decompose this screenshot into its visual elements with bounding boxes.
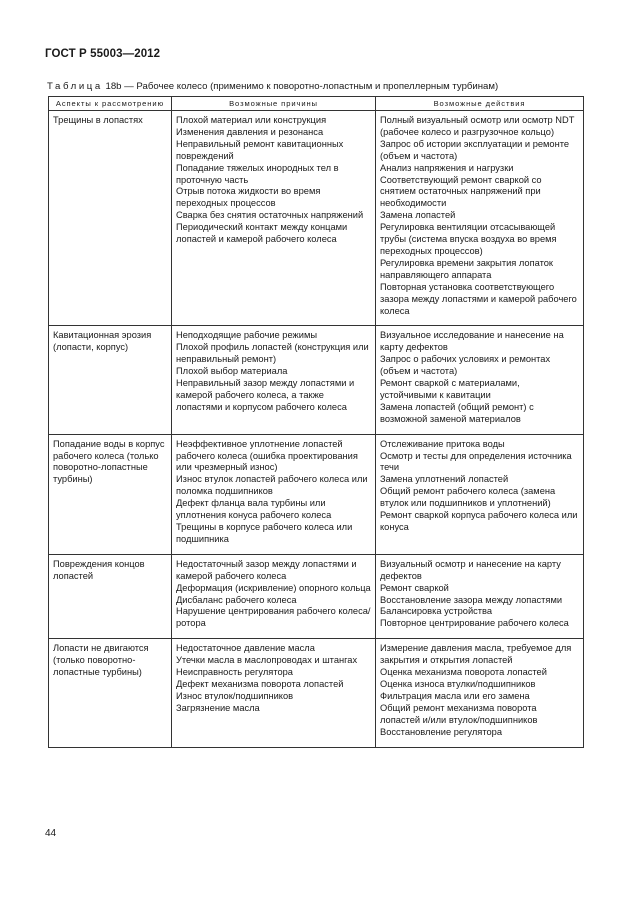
aspect-cell: [49, 111, 172, 326]
aspect-cell: [49, 434, 172, 554]
actions-cell: [376, 326, 584, 434]
cause-item: Неэффективное уплотнение лопастей рабочего колеса (ошибка проектирования или чрезмерный износ): [176, 438, 358, 473]
cause-item: Сварка без снятия остаточных напряжений: [176, 210, 364, 221]
action-item: Регулировка времени закрытия лопаток направляющего аппарата: [380, 257, 553, 280]
action-item: Замена лопастей (общий ремонт) с возможной заменой материалов: [380, 401, 534, 424]
action-item: Ремонт сваркой корпуса рабочего колеса или конуса: [380, 510, 578, 532]
action-item: Отслеживание притока воды: [380, 438, 505, 449]
actions-cell: [376, 111, 584, 326]
table-row: [49, 434, 584, 554]
column-header-actions: Возможные действия: [376, 97, 584, 111]
causes-cell: [172, 434, 376, 554]
action-item: Повторное центрирование рабочего колеса: [380, 618, 569, 629]
table-caption-title: 18b — Рабочее колесо (применимо к поворотно-лопастным и пропеллерным турбинам): [105, 81, 499, 92]
cause-item: Утечки масла в маслопроводах и штангах: [176, 655, 358, 666]
action-item: Восстановление зазора между лопастями: [380, 594, 563, 605]
table-row: [49, 639, 584, 747]
action-item: Восстановление регулятора: [380, 726, 502, 737]
cause-item: Износ втулок лопастей рабочего колеса или поломка подшипников: [176, 474, 368, 497]
cause-item: Плохой материал или конструкция: [176, 115, 327, 125]
action-item: Запрос о рабочих условиях и ремонтах (объем и частота): [380, 354, 551, 377]
action-item: Ремонт сваркой с материалами, устойчивыми к кавитации: [380, 378, 520, 400]
aspect-cell: [49, 554, 172, 638]
causes-cell: [172, 554, 376, 638]
actions-cell: [376, 554, 584, 638]
aspect-text: Попадание воды в корпус рабочего колеса (только поворотно-лопастные турбины): [53, 438, 165, 485]
action-item: Замена уплотнений лопастей: [380, 474, 509, 485]
cause-item: Дисбаланс рабочего колеса: [176, 594, 297, 605]
table-row: [49, 111, 584, 326]
aspect-cell: [49, 639, 172, 747]
action-item: Балансировка устройства: [380, 606, 493, 617]
actions-cell: [376, 639, 584, 747]
action-item: Регулировка вентиляции отсасывающей трубы (система впуска воздуха во время переходных процессов): [380, 222, 557, 256]
aspect-text: Повреждения концов лопастей: [53, 558, 145, 581]
table-header-row: [49, 97, 584, 111]
aspect-text: Трещины в лопастях: [53, 115, 143, 125]
cause-item: Износ втулок/подшипников: [176, 690, 294, 701]
aspect-text: Кавитационная эрозия (лопасти, корпус): [53, 330, 152, 353]
column-header-aspects: Аспекты к рассмотрению: [49, 97, 172, 111]
cause-item: Дефект фланца вала турбины или уплотнения конуса рабочего колеса: [176, 498, 332, 521]
action-item: Замена лопастей: [380, 210, 456, 221]
table-row: [49, 326, 584, 434]
causes-cell: [172, 111, 376, 326]
cause-item: Неправильный ремонт кавитационных повреждений: [176, 138, 344, 161]
action-item: Соответствующий ремонт сваркой со снятием остаточных напряжений при необходимости: [380, 174, 542, 209]
standard-designation: ГОСТ Р 55003—2012: [45, 48, 161, 60]
action-item: Визуальное исследование и нанесение на карту дефектов: [380, 330, 564, 353]
causes-cell: [172, 639, 376, 747]
cause-item: Загрязнение масла: [176, 702, 260, 713]
cause-item: Дефект механизма поворота лопастей: [176, 678, 344, 689]
aspect-cell: [49, 326, 172, 434]
cause-item: Деформация (искривление) опорного кольца: [176, 582, 371, 593]
cause-item: Изменения давления и резонанса: [176, 126, 324, 137]
aspect-text: Лопасти не двигаются (только поворотно-лопастные турбины): [53, 643, 149, 678]
action-item: Оценка износа втулки/подшипников: [380, 678, 536, 689]
action-item: Анализ напряжения и нагрузки: [380, 162, 514, 173]
action-item: Повторная установка соответствующего зазора между лопастями и камерой рабочего колеса: [380, 281, 577, 316]
action-item: Фильтрация масла или его замена: [380, 690, 530, 701]
table-caption: [47, 81, 498, 92]
cause-item: Неправильный зазор между лопастями и камерой рабочего колеса, а также лопастями и корпусом рабочего колеса: [176, 378, 355, 412]
cause-item: Плохой выбор материала: [176, 366, 288, 377]
cause-item: Недостаточный зазор между лопастями и камерой рабочего колеса: [176, 558, 357, 581]
causes-cell: [172, 326, 376, 434]
cause-item: Плохой профиль лопастей (конструкция или неправильный ремонт): [176, 342, 369, 365]
cause-item: Попадание тяжелых инородных тел в проточную часть: [176, 162, 339, 185]
table-body: [49, 111, 584, 748]
action-item: Полный визуальный осмотр или осмотр NDT (рабочее колесо и разгрузочное кольцо): [380, 115, 575, 137]
table-row: [49, 554, 584, 638]
cause-item: Неподходящие рабочие режимы: [176, 330, 318, 341]
action-item: Измерение давления масла, требуемое для закрытия и открытия лопастей: [380, 643, 572, 666]
cause-item: Недостаточное давление масла: [176, 643, 315, 654]
cause-item: Трещины в корпусе рабочего колеса или подшипника: [176, 522, 353, 544]
action-item: Ремонт сваркой: [380, 582, 449, 593]
action-item: Запрос об истории эксплуатации и ремонте (объем и частота): [380, 138, 570, 161]
cause-item: Отрыв потока жидкости во время переходных процессов: [176, 186, 321, 209]
action-item: Осмотр и тесты для определения источника течи: [380, 450, 572, 473]
column-header-causes: Возможные причины: [172, 97, 376, 111]
page-number: 44: [45, 828, 57, 839]
table-caption-word: Таблица: [47, 81, 103, 92]
action-item: Общий ремонт механизма поворота лопастей и/или втулок/подшипников: [380, 702, 538, 725]
cause-item: Неисправность регулятора: [176, 667, 293, 678]
malfunctions-table: [48, 96, 584, 748]
action-item: Оценка механизма поворота лопастей: [380, 667, 547, 678]
action-item: Визуальный осмотр и нанесение на карту дефектов: [380, 558, 561, 581]
actions-cell: [376, 434, 584, 554]
action-item: Общий ремонт рабочего колеса (замена втулок или подшипников и уплотнений): [380, 486, 556, 509]
cause-item: Периодический контакт между концами лопастей и камерой рабочего колеса: [176, 222, 348, 245]
cause-item: Нарушение центрирования рабочего колеса/ротора: [176, 606, 371, 629]
